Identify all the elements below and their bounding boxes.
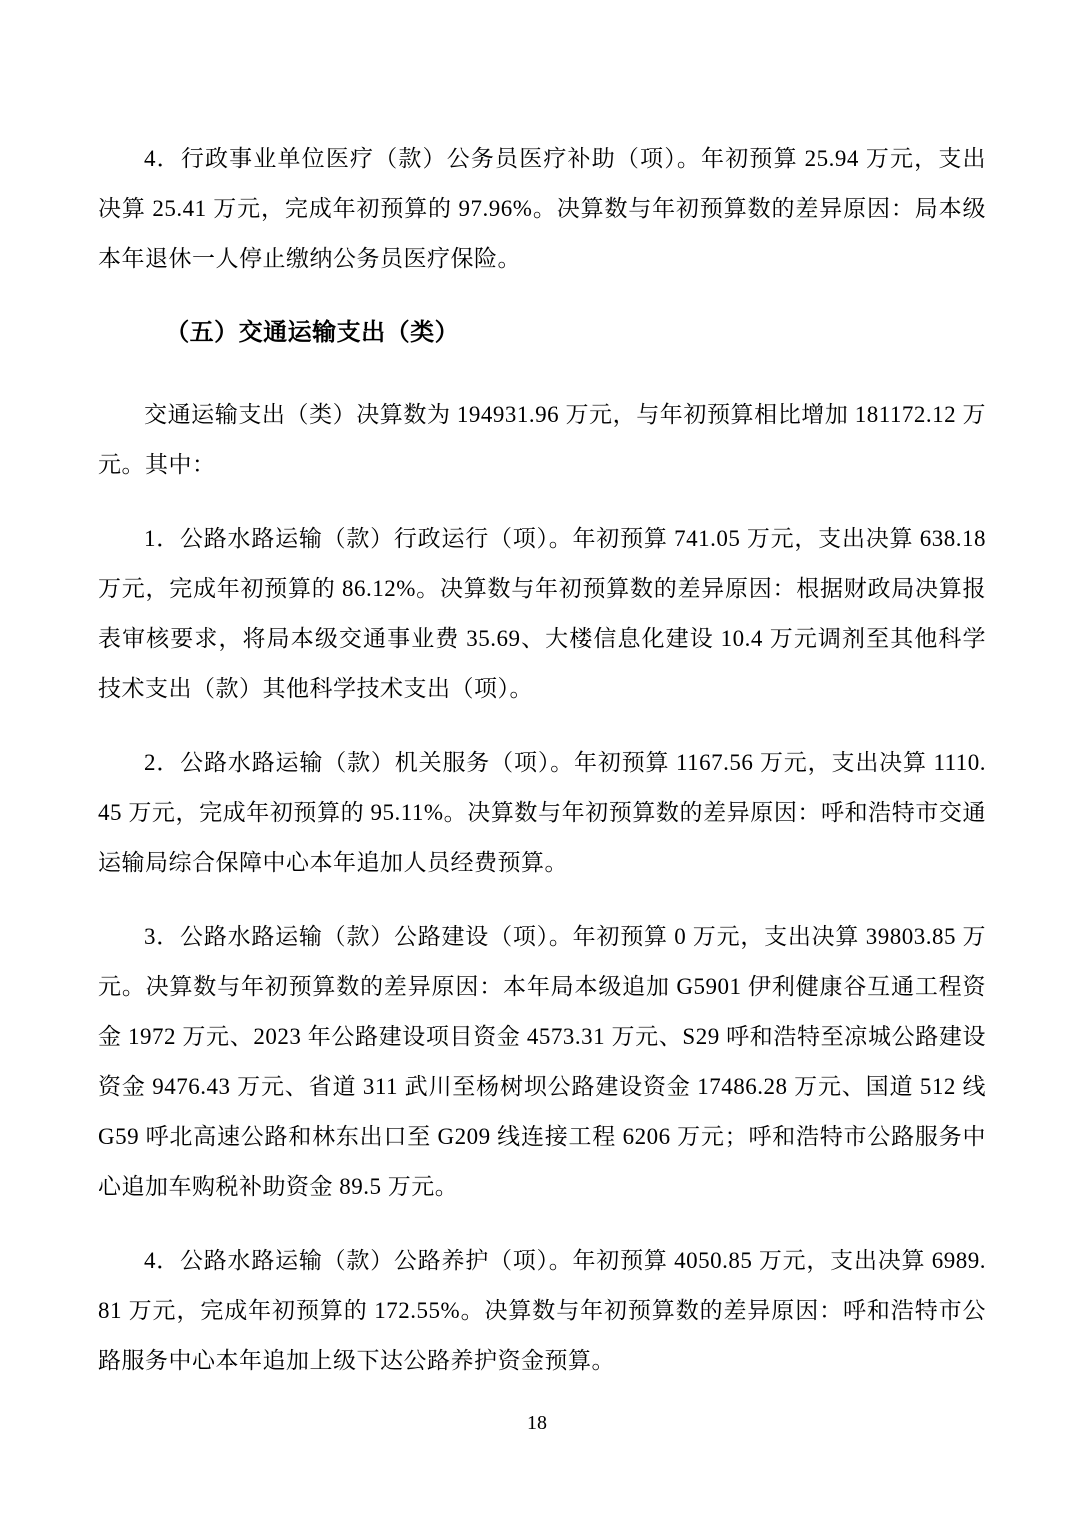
paragraph-item1-administrative-operation: 1．公路水路运输（款）行政运行（项）。年初预算 741.05 万元，支出决算 638.18 万元，完成年初预算的 86.12%。决算数与年初预算数的差异原因：根据财政局决算报表审核要求，将局本级交通事业费 35.69、大楼信息化建设 10.4 万元调剂至其他科学技术支出（款）其他科学技术支出（项）。 <box>98 526 986 701</box>
page-number: 18 <box>527 1412 547 1434</box>
paragraph-item4-road-maintenance: 4．公路水路运输（款）公路养护（项）。年初预算 4050.85 万元，支出决算 6989.81 万元，完成年初预算的 172.55%。决算数与年初预算数的差异原因：呼和浩特市公路服务中心本年追加上级下达公路养护资金预算。 <box>98 1248 986 1373</box>
paragraph-medical-subsidy-item4: 4．行政事业单位医疗（款）公务员医疗补助（项）。年初预算 25.94 万元，支出决算 25.41 万元，完成年初预算的 97.96%。决算数与年初预算数的差异原因：局本级本年退休一人停止缴纳公务员医疗保险。 <box>98 146 986 271</box>
paragraph-item2-agency-service: 2．公路水路运输（款）机关服务（项）。年初预算 1167.56 万元，支出决算 1110.45 万元，完成年初预算的 95.11%。决算数与年初预算数的差异原因：呼和浩特市交通运输局综合保障中心本年追加人员经费预算。 <box>98 750 986 875</box>
paragraph-item3-road-construction: 3．公路水路运输（款）公路建设（项）。年初预算 0 万元，支出决算 39803.85 万元。决算数与年初预算数的差异原因：本年局本级追加 G5901 伊利健康谷互通工程资金 1972 万元、2023 年公路建设项目资金 4573.31 万元、S29 呼和浩特至凉城公路建设资金 9476.43 万元、省道 311 武川至杨树坝公路建设资金 17486.28 万元、国道 512 线 G59 呼北高速公路和林东出口至 G209 线连接工程 6206 万元；呼和浩特市公路服务中心追加车购税补助资金 89.5 万元。 <box>98 924 987 1199</box>
section-heading-transport-expenditure: （五）交通运输支出（类） <box>165 320 460 346</box>
paragraph-transport-total: 交通运输支出（类）决算数为 194931.96 万元，与年初预算相比增加 181172.12 万元。其中： <box>98 402 986 477</box>
document-body <box>98 134 986 1410</box>
